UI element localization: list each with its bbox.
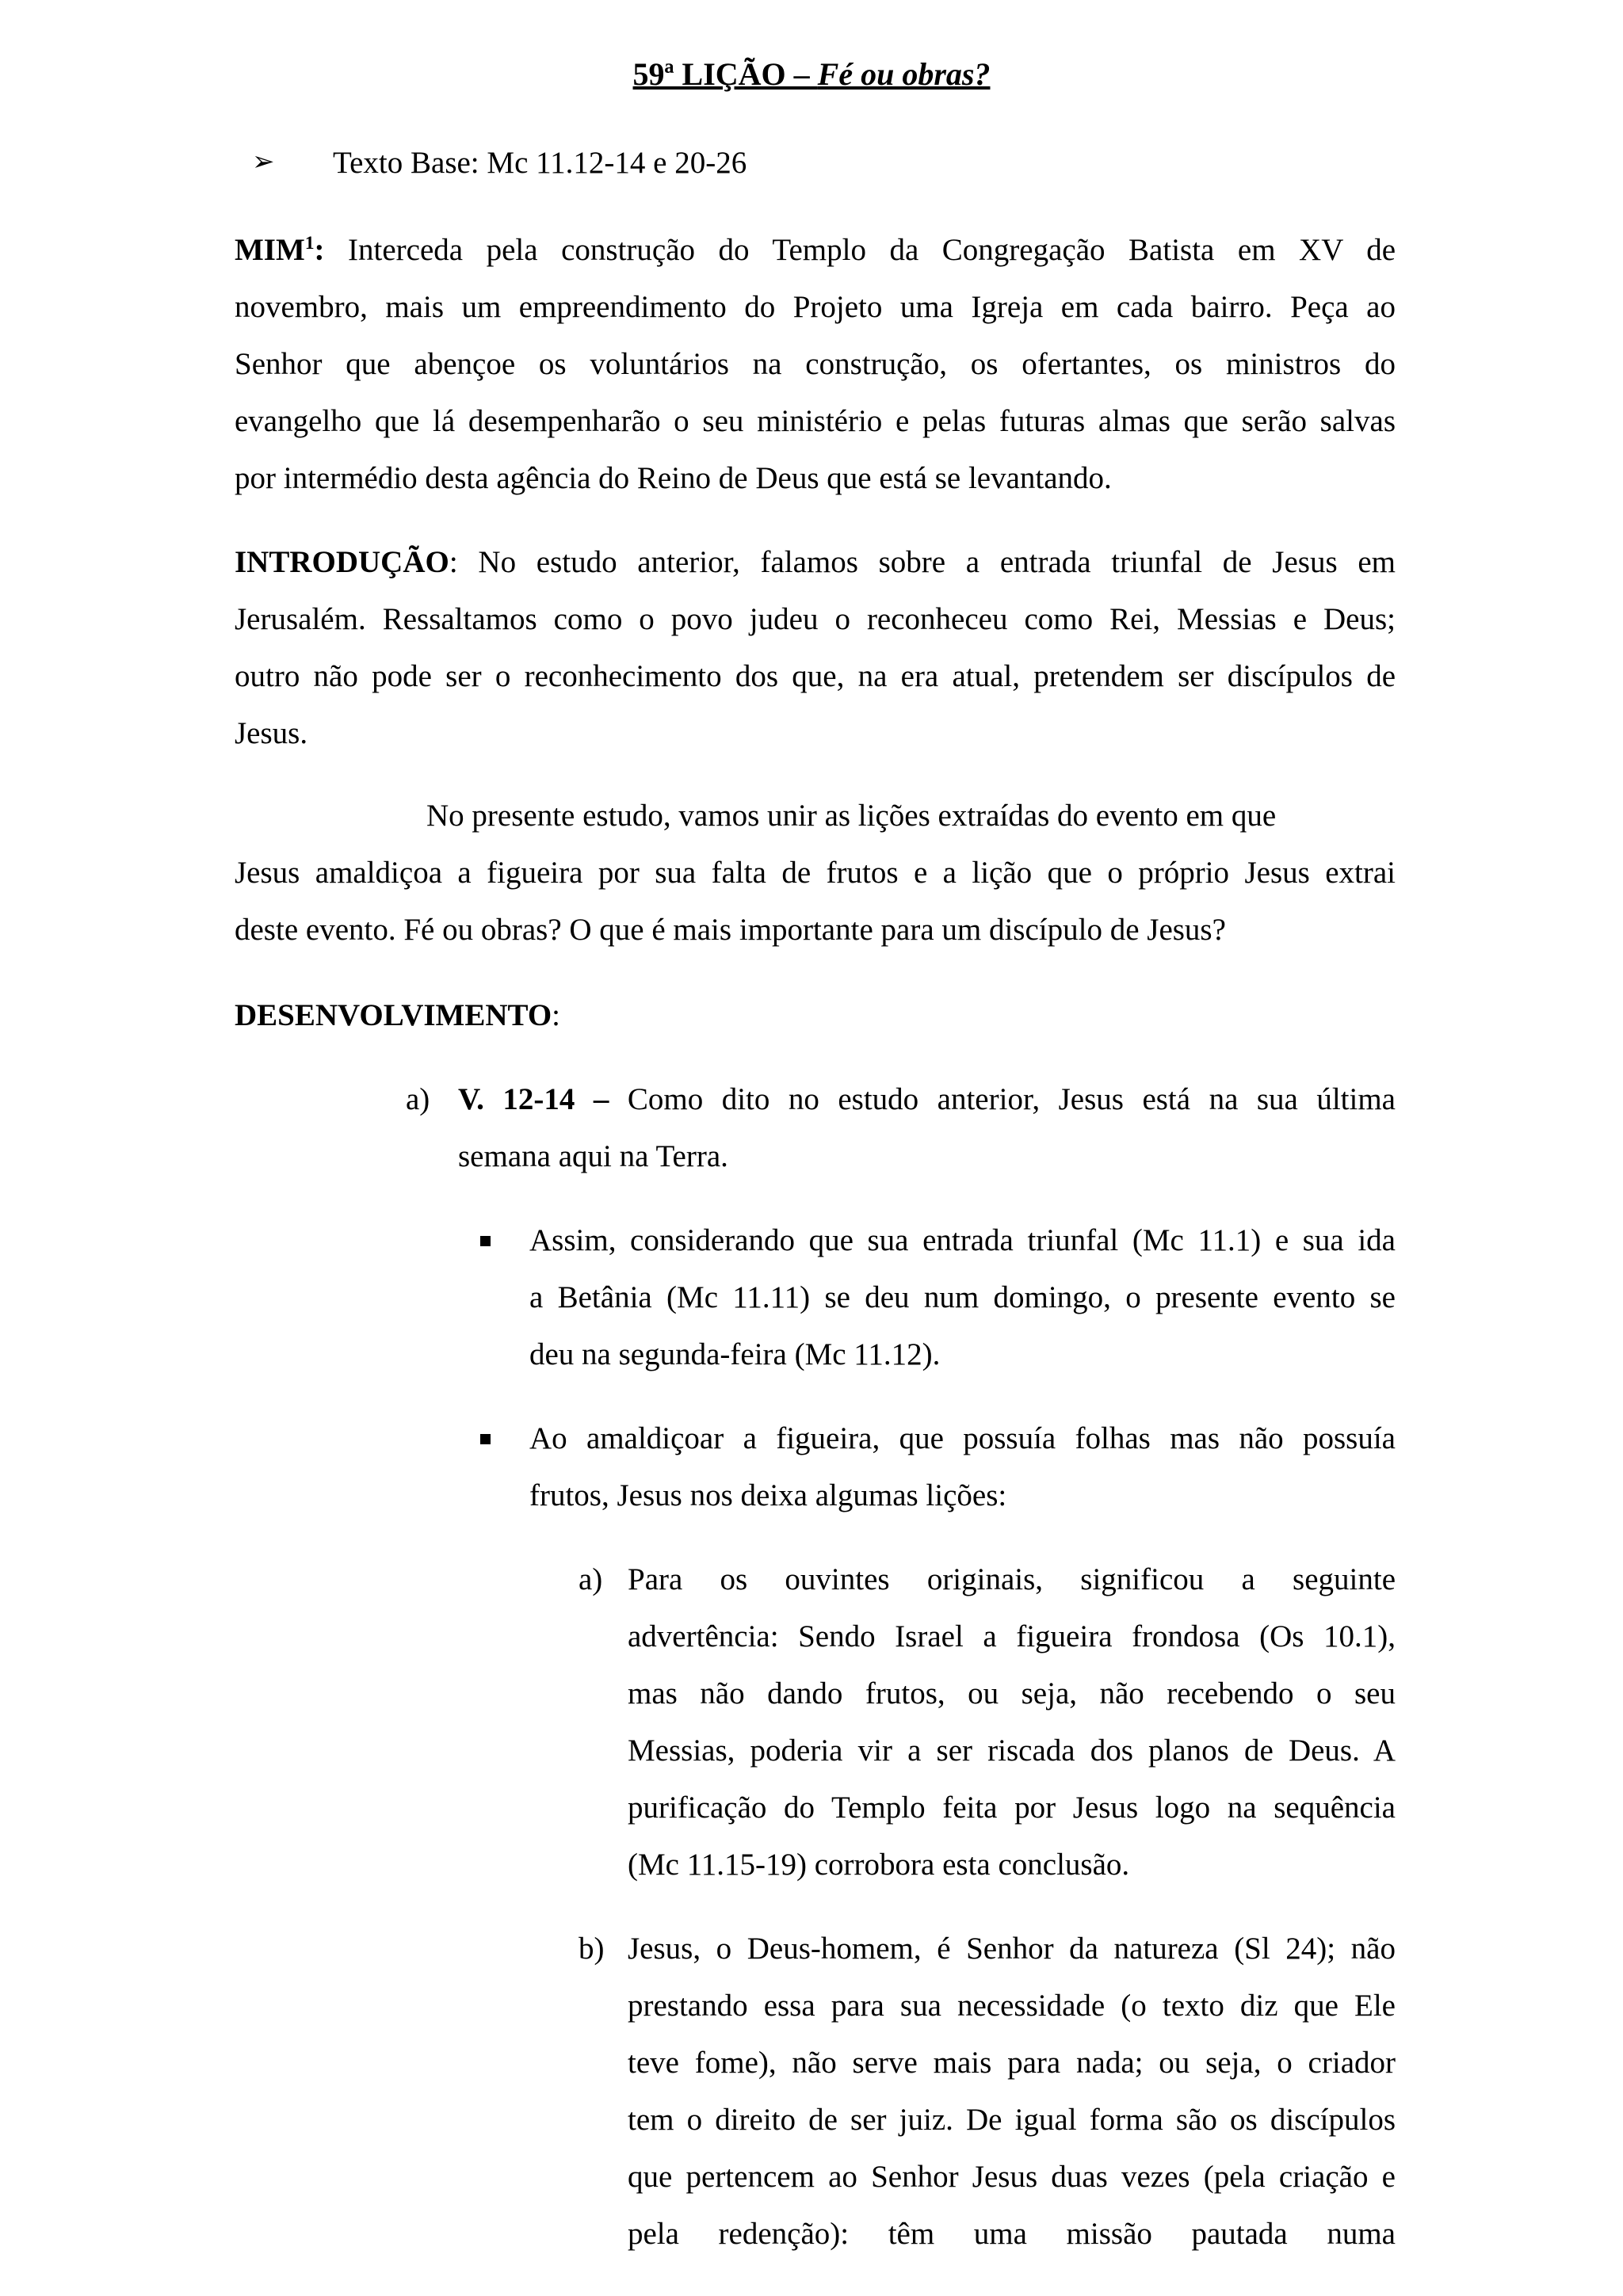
sub-b-line-2: prestando essa para sua necessidade (o texto diz que Ele	[628, 1989, 1396, 2023]
texto-base: Texto Base: Mc 11.12-14 e 20-26	[333, 146, 747, 180]
square-bullet-icon	[480, 1434, 491, 1444]
mim-line-5: por intermédio desta agência do Reino de Deus que está se levantando.	[235, 461, 1112, 495]
bullet2-line-1: Ao amaldiçoar a figueira, que possuía folhas mas não possuía	[529, 1421, 1396, 1455]
title-italic: Fé ou obras?	[817, 56, 991, 92]
desenvolvimento-heading: DESENVOLVIMENTO:	[235, 998, 561, 1032]
sub-a-line-4: Messias, poderia vir a ser riscada dos planos de Deus. A	[628, 1733, 1396, 1768]
intro-para2-line-1: No presente estudo, vamos unir as lições extraídas do evento em que	[426, 799, 1277, 833]
sub-b-line-1: Jesus, o Deus-homem, é Senhor da natureza (Sl 24); não	[628, 1932, 1396, 1966]
intro-para2-line-2: Jesus amaldiçoa a figueira por sua falta de frutos e a lição que o próprio Jesus extrai	[235, 856, 1396, 890]
intro-line-2: Jerusalém. Ressaltamos como o povo judeu o reconheceu como Rei, Messias e Deus;	[235, 602, 1396, 636]
sub-b-line-5: que pertencem ao Senhor Jesus duas vezes (pela criação e	[628, 2160, 1396, 2194]
sub-a-line-6: (Mc 11.15-19) corrobora esta conclusão.	[628, 1848, 1130, 1882]
title-prefix: 59ª LIÇÃO –	[632, 56, 818, 92]
sub-a-marker: a)	[579, 1562, 603, 1596]
intro-line-4: Jesus.	[235, 716, 308, 750]
sub-b-line-3: teve fome), não serve mais para nada; ou seja, o criador	[628, 2046, 1396, 2080]
arrow-bullet-icon: ➢	[252, 147, 275, 177]
mim-line-1	[235, 235, 1396, 265]
item-a-line-1: V. 12-14 – Como dito no estudo anterior, Jesus está na sua última	[458, 1082, 1396, 1116]
mim-text-1: Interceda pela construção do Templo da Congregação Batista em XV de	[348, 233, 1396, 267]
intro-line-1	[235, 547, 1396, 578]
intro-para2-line-3: deste evento. Fé ou obras? O que é mais importante para um discípulo de Jesus?	[235, 913, 1226, 947]
mim-line-4: evangelho que lá desempenharão o seu ministério e pelas futuras almas que serão salvas	[235, 404, 1396, 438]
intro-line-3: outro não pode ser o reconhecimento dos que, na era atual, pretendem ser discípulos de	[235, 659, 1396, 693]
intro-label: INTRODUÇÃO	[235, 545, 449, 579]
item-a-marker: a)	[406, 1082, 430, 1116]
bullet1-line-2: a Betânia (Mc 11.11) se deu num domingo, o presente evento se	[529, 1280, 1396, 1314]
bullet1-line-3: deu na segunda-feira (Mc 11.12).	[529, 1337, 941, 1371]
lesson-title	[0, 55, 1623, 93]
sub-b-marker: b)	[579, 1932, 605, 1966]
mim-line-2: novembro, mais um empreendimento do Projeto uma Igreja em cada bairro. Peça ao	[235, 290, 1396, 324]
intro-text-1: : No estudo anterior, falamos sobre a entrada triunfal de Jesus em	[449, 545, 1396, 579]
sub-b-line-6: pela redenção): têm uma missão pautada numa	[628, 2217, 1396, 2251]
square-bullet-icon	[480, 1236, 491, 1246]
mim-label: MIM$^1$:	[235, 233, 325, 267]
sub-b-line-4: tem o direito de ser juiz. De igual forma são os discípulos	[628, 2103, 1396, 2137]
bullet2-line-2: frutos, Jesus nos deixa algumas lições:	[529, 1478, 1007, 1512]
item-a-line-2: semana aqui na Terra.	[458, 1139, 728, 1173]
mim-line-3: Senhor que abençoe os voluntários na construção, os ofertantes, os ministros do	[235, 347, 1396, 381]
sub-a-line-5: purificação do Templo feita por Jesus logo na sequência	[628, 1791, 1396, 1825]
item-a-bold: V. 12-14 –	[458, 1082, 609, 1116]
sub-a-line-2: advertência: Sendo Israel a figueira frondosa (Os 10.1),	[628, 1619, 1396, 1653]
bullet1-line-1: Assim, considerando que sua entrada triunfal (Mc 11.1) e sua ida	[529, 1223, 1396, 1257]
sub-a-line-3: mas não dando frutos, ou seja, não recebendo o seu	[628, 1676, 1396, 1711]
sub-a-line-1: Para os ouvintes originais, significou a seguinte	[628, 1562, 1396, 1596]
